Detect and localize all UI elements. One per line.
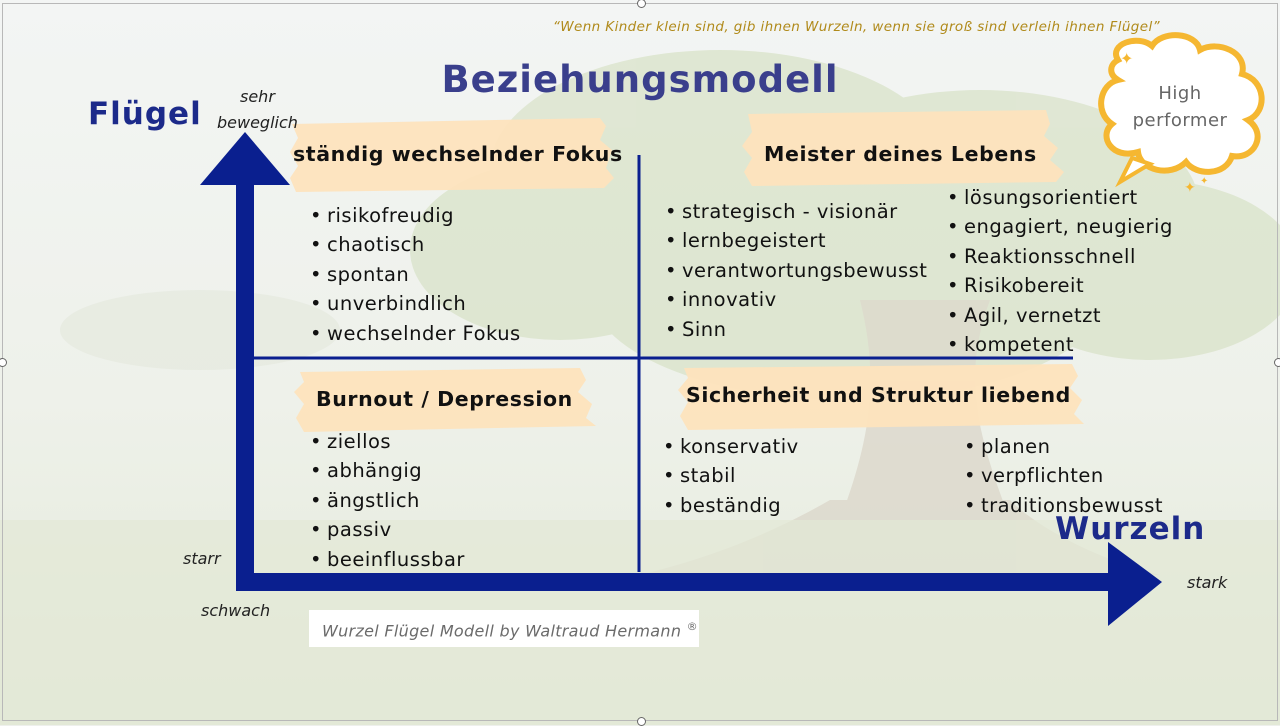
quadrant-bottom-left-title: Burnout / Depression [316, 387, 573, 411]
list-item: • spontan [310, 260, 521, 289]
list-item: • Agil, vernetzt [947, 301, 1173, 330]
list-item: • Reaktionsschnell [947, 242, 1173, 271]
list-item: • risikofreudig [310, 201, 521, 230]
y-axis-title: Flügel [88, 96, 202, 132]
x-axis-title: Wurzeln [1055, 511, 1206, 547]
list-item: • beständig [663, 491, 799, 520]
list-item: • innovativ [665, 285, 927, 314]
list-item: • verpflichten [964, 461, 1163, 490]
badge-line-1: High [1158, 83, 1202, 104]
badge-line-2: performer [1132, 110, 1228, 131]
list-item: • abhängig [310, 456, 465, 485]
list-item: • lernbegeistert [665, 226, 927, 255]
list-item: • beeinflussbar [310, 545, 465, 574]
registered-mark: ® [686, 620, 698, 633]
list-item: • unverbindlich [310, 289, 521, 318]
page-title: Beziehungsmodell [441, 58, 839, 101]
caption-label: Wurzel Flügel Modell by Waltraud Hermann [322, 621, 682, 641]
list-item: • passiv [310, 515, 465, 544]
x-axis-right-label: stark [1187, 573, 1228, 592]
selection-frame[interactable] [2, 3, 1278, 721]
x-axis-left-label: schwach [201, 601, 271, 620]
list-item: • ängstlich [310, 486, 465, 515]
quadrant-top-left-title: ständig wechselnder Fokus [293, 142, 623, 166]
svg-text:✦: ✦ [1184, 180, 1196, 196]
list-item: • kompetent [947, 330, 1173, 359]
quote: “Wenn Kinder klein sind, gib ihnen Wurzeln, wenn sie groß sind verleih ihnen Flügel” [552, 19, 1160, 35]
list-item: • Risikobereit [947, 271, 1173, 300]
list-item: • konservativ [663, 432, 799, 461]
list-item: • Sinn [665, 315, 927, 344]
list-item: • strategisch - visionär [665, 197, 927, 226]
list-item: • traditionsbewusst [964, 491, 1163, 520]
list-item: • lösungsorientiert [947, 183, 1173, 212]
list-item: • stabil [663, 461, 799, 490]
svg-text:✦: ✦ [1120, 49, 1134, 68]
quadrant-top-right-title: Meister deines Lebens [764, 142, 1037, 166]
y-axis-bottom-label: starr [183, 549, 221, 568]
y-axis-top-label-1: sehr [240, 87, 275, 106]
svg-text:✦: ✦ [1200, 176, 1209, 187]
list-item: • planen [964, 432, 1163, 461]
list-item: • ziellos [310, 427, 465, 456]
list-item: • verantwortungsbewusst [665, 256, 927, 285]
quadrant-bottom-right-title: Sicherheit und Struktur liebend [686, 383, 1071, 407]
list-item: • chaotisch [310, 230, 521, 259]
resize-handle-right[interactable] [1274, 358, 1280, 367]
list-item: • engagiert, neugierig [947, 212, 1173, 241]
list-item: • wechselnder Fokus [310, 319, 521, 348]
y-axis-top-label-2: beweglich [217, 113, 298, 132]
